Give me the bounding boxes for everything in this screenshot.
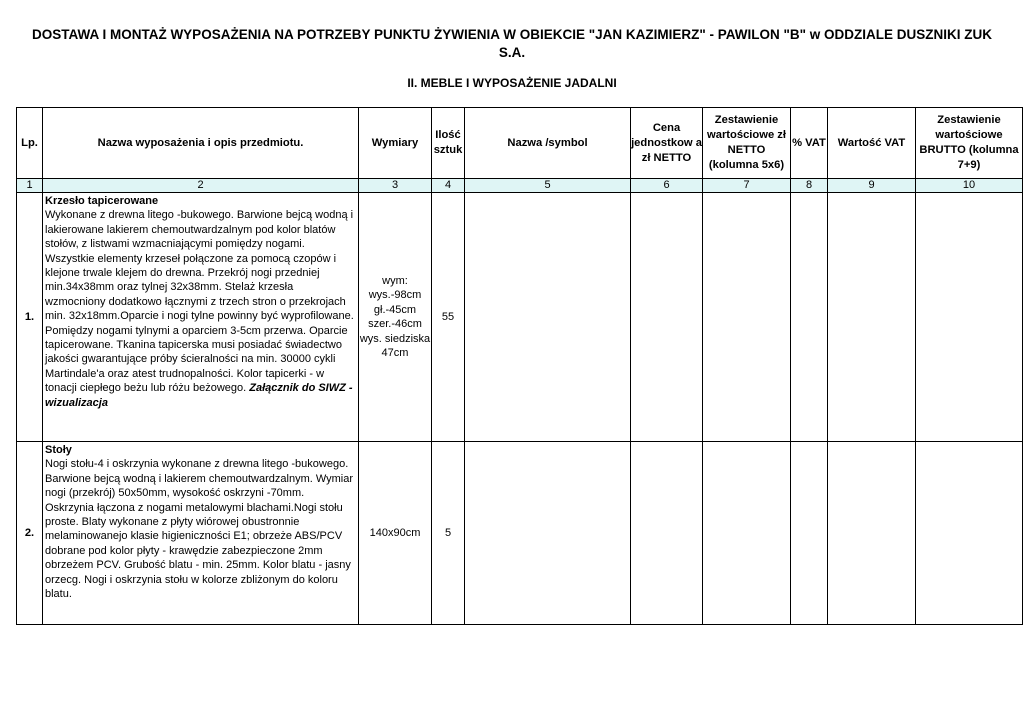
item-dimensions: 140x90cm — [359, 442, 432, 625]
section-subtitle: II. MEBLE I WYPOSAŻENIE JADALNI — [407, 76, 617, 90]
gross-value-cell[interactable] — [916, 442, 1023, 625]
col-number: 9 — [828, 179, 916, 193]
net-value-cell[interactable] — [703, 442, 791, 625]
unit-price-cell[interactable] — [631, 193, 703, 442]
item-description: Wykonane z drewna litego -bukowego. Barwione bejcą wodną i lakierowane lakierem chemoutwardzalnym pod kolor blatów stołów, z listwami wzmacniającymi pomiędzy nogami. Wszystkie elementy krzeseł połączone za pomocą czopów i klejone trwale klejem do drewna. Przekrój nogi przedniej min.34x38mm oraz tylnej 32x38mm. Stelaż krzesła wzmocniony dodatkowo łącznymi z trzech stron o przekrojach min. 32x18mm.Oparcie i nogi tylne powinny być wyprofilowane. Pomiędzy nogami tylnymi a oparciem 3-5cm przerwa. Oparcie tapicerowane. Tkanina tapicerska musi posiadać świadectwo jakości gwarantujące próby ścieralności na min. 30000 cykli Martindale'a oraz atest trudnopalności. Kolor tapicerki - w tonacji ciepłego beżu lub różu beżowego. — [45, 209, 354, 395]
net-value-cell[interactable] — [703, 193, 791, 442]
row-number: 1. — [17, 193, 43, 442]
col-number: 3 — [359, 179, 432, 193]
col-header-vat-value: Wartość VAT — [828, 108, 916, 179]
col-header-gross-value: Zestawienie wartościowe BRUTTO (kolumna 7+9) — [916, 108, 1023, 179]
header-row — [17, 108, 1023, 179]
col-header-net-value: Zestawienie wartościowe zł NETTO (kolumna 5x6) — [703, 108, 791, 179]
vat-percent-cell[interactable] — [791, 442, 828, 625]
item-description-cell — [43, 193, 359, 442]
vat-value-cell[interactable] — [828, 193, 916, 442]
col-header-quantity: Ilość sztuk — [432, 108, 465, 179]
item-dimensions: wym: wys.-98cm gł.-45cm szer.-46cm wys. siedziska 47cm — [359, 193, 432, 442]
vat-percent-cell[interactable] — [791, 193, 828, 442]
row-number: 2. — [17, 442, 43, 625]
item-name: Stoły — [45, 444, 72, 456]
document-title: DOSTAWA I MONTAŻ WYPOSAŻENIA NA POTRZEBY PUNKTU ŻYWIENIA W OBIEKCIE "JAN KAZIMIERZ" - PAWILON "B" w ODDZIALE DUSZNIKI ZUK S.A. — [31, 27, 993, 60]
col-header-symbol: Nazwa /symbol — [465, 108, 631, 179]
col-number: 8 — [791, 179, 828, 193]
col-number: 10 — [916, 179, 1023, 193]
item-description: Nogi stołu-4 i oskrzynia wykonane z drewna litego -bukowego. Barwione bejcą wodną i lakierem chemoutwardzalnym. Wymiar nogi (przekrój) 50x50mm, wysokość oskrzyni -70mm. Oskrzynia łączona z nogami metalowymi blachami.Nogi stołu proste. Blaty wykonane z płyty wiórowej obustronnie melaminowanejo klasie higieniczności E1; obrzeże ABS/PCV dobrane pod kolor płyty - krawędzie zabezpieczone 2mm obrzeżem PCV. Grubość blatu - min. 25mm. Kolor blatu - jasny orzecg. Nogi i oskrzynia stołu w kolorze zbliżonym do koloru blatu. — [45, 458, 354, 601]
item-quantity: 5 — [432, 442, 465, 625]
col-header-vat-percent: % VAT — [791, 108, 828, 179]
col-header-dimensions: Wymiary — [359, 108, 432, 179]
furniture-table — [16, 107, 1023, 625]
col-number: 1 — [17, 179, 43, 193]
table-row — [17, 193, 1023, 442]
col-number: 5 — [465, 179, 631, 193]
gross-value-cell[interactable] — [916, 193, 1023, 442]
symbol-cell[interactable] — [465, 442, 631, 625]
unit-price-cell[interactable] — [631, 442, 703, 625]
col-header-name: Nazwa wyposażenia i opis przedmiotu. — [43, 108, 359, 179]
col-number: 7 — [703, 179, 791, 193]
vat-value-cell[interactable] — [828, 442, 916, 625]
item-name: Krzesło tapicerowane — [45, 195, 159, 207]
table-row — [17, 442, 1023, 625]
item-quantity: 55 — [432, 193, 465, 442]
col-number: 2 — [43, 179, 359, 193]
item-description-cell — [43, 442, 359, 625]
attachment-note: Załącznik do SIWZ - wizualizacja — [45, 382, 353, 409]
column-number-row — [17, 179, 1023, 193]
symbol-cell[interactable] — [465, 193, 631, 442]
col-number: 6 — [631, 179, 703, 193]
col-header-unit-price: Cena jednostkow a zł NETTO — [631, 108, 703, 179]
col-header-lp: Lp. — [17, 108, 43, 179]
col-number: 4 — [432, 179, 465, 193]
